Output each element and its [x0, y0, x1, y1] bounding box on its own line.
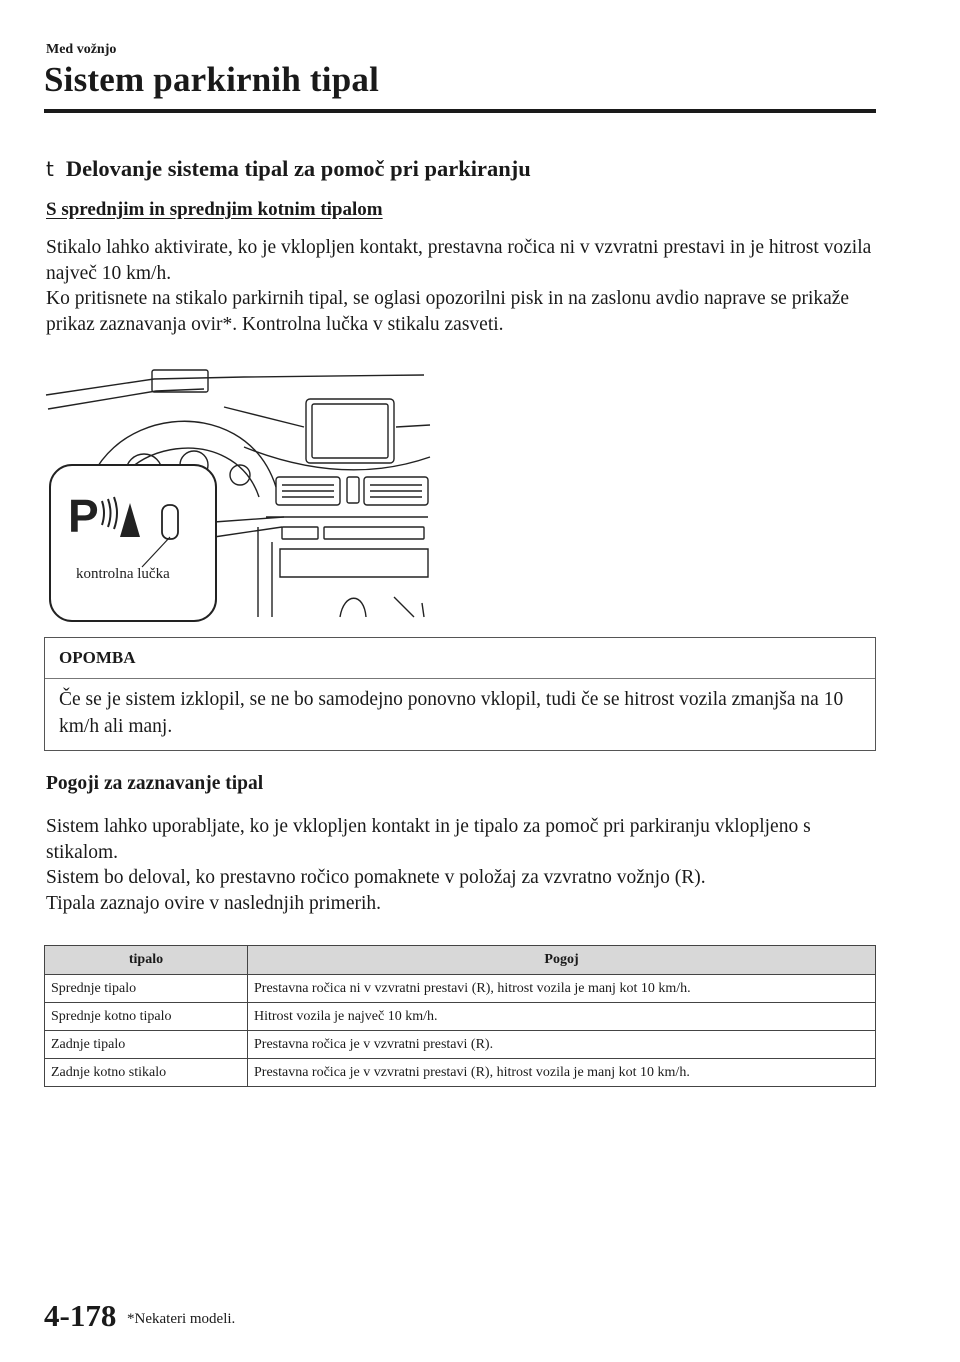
- table-cell-condition: Hitrost vozila je največ 10 km/h.: [248, 1003, 876, 1031]
- conditions-heading: Pogoji za zaznavanje tipal: [46, 773, 264, 794]
- section-title: [46, 156, 531, 182]
- table-cell-sensor: Sprednje tipalo: [45, 975, 248, 1003]
- table-cell-sensor: Sprednje kotno tipalo: [45, 1003, 248, 1031]
- table-cell-condition: Prestavna ročica je v vzvratni prestavi (R), hitrost vozila je manj kot 10 km/h.: [248, 1059, 876, 1087]
- conditions-paragraph: Sistem lahko uporabljate, ko je vklopljen kontakt in je tipalo za pomoč pri parkiranju vklopljeno s stikalom.: [46, 816, 811, 863]
- page-title: Sistem parkirnih tipal: [44, 60, 380, 99]
- table-header-condition: Pogoj: [248, 946, 876, 975]
- indicator-light-label: kontrolna lučka: [76, 566, 170, 582]
- header-divider: [44, 109, 876, 113]
- footnote: *Nekateri modeli.: [127, 1311, 236, 1327]
- svg-text:P: P: [68, 490, 99, 542]
- table-header-row: [45, 946, 876, 975]
- table-row: [45, 1003, 876, 1031]
- dashboard-illustration: [44, 367, 432, 625]
- table-cell-sensor: Zadnje tipalo: [45, 1031, 248, 1059]
- note-header: [45, 638, 875, 679]
- conditions-paragraph: Tipala zaznajo ovire v naslednjih primerih.: [46, 892, 382, 914]
- intro-paragraph: Ko pritisnete na stikalo parkirnih tipal, se oglasi opozorilni pisk in na zaslonu avdio naprave se prikaže prikaz zaznavanja ovir*. Kontrolna lučka v stikalu zasveti.: [46, 288, 850, 335]
- table-cell-condition: Prestavna ročica ni v vzvratni prestavi (R), hitrost vozila je manj kot 10 km/h.: [248, 975, 876, 1003]
- page-number: 4-178: [44, 1298, 117, 1333]
- intro-text: [46, 235, 886, 337]
- table-cell-sensor: Zadnje kotno stikalo: [45, 1059, 248, 1087]
- note-box: [44, 637, 876, 751]
- table-row: [45, 1059, 876, 1087]
- conditions-paragraph: Sistem bo deloval, ko prestavno ročico pomaknete v položaj za vzvratno vožnjo (R).: [46, 867, 706, 888]
- table-row: [45, 975, 876, 1003]
- note-text: Če se je sistem izklopil, se ne bo samodejno ponovno vklopil, tudi če se hitrost vozila zmanjša na 10 km/h ali manj.: [59, 689, 844, 737]
- table-row: [45, 1031, 876, 1059]
- conditions-table: [44, 945, 876, 1087]
- section-marker-icon: t: [46, 157, 54, 181]
- table-header-sensor: tipalo: [45, 946, 248, 975]
- chapter-label: Med vožnjo: [46, 42, 117, 57]
- conditions-text: [46, 814, 886, 916]
- note-heading: OPOMBA: [59, 648, 136, 667]
- section-title-text: Delovanje sistema tipal za pomoč pri parkiranju: [65, 156, 531, 181]
- dashboard-drawing: [44, 367, 432, 625]
- subheading: S sprednjim in sprednjim kotnim tipalom: [46, 199, 383, 220]
- intro-paragraph: Stikalo lahko aktivirate, ko je vklopljen kontakt, prestavna ročica ni v vzvratni prestavi in je hitrost vozila največ 10 km/h.: [46, 237, 872, 284]
- table-cell-condition: Prestavna ročica je v vzvratni prestavi (R).: [248, 1031, 876, 1059]
